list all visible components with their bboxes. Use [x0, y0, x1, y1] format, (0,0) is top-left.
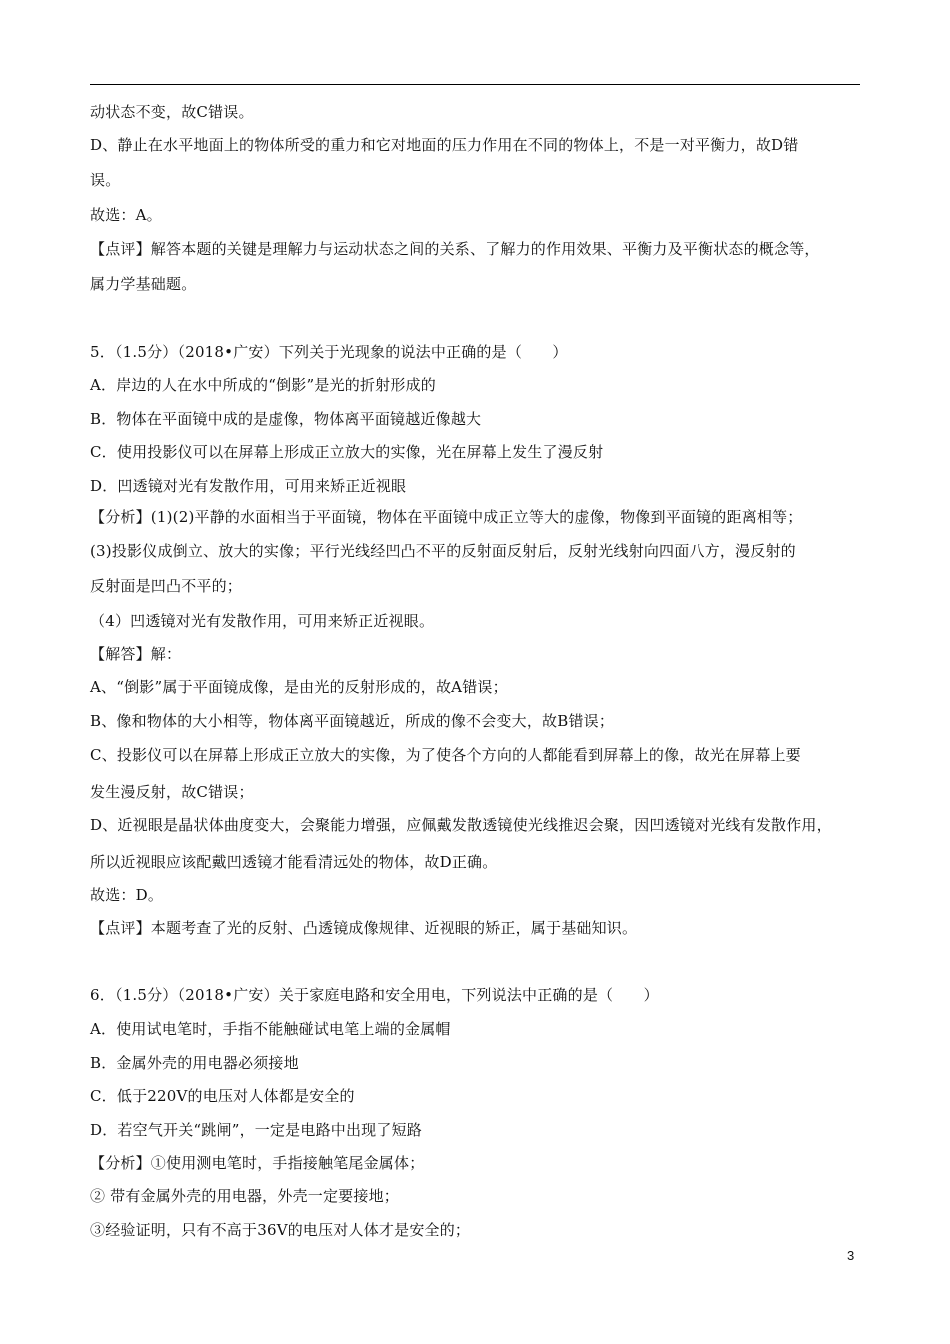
text-line: B、像和物体的大小相等，物体离平面镜越近，所成的像不会变大，故B错误； [90, 712, 615, 730]
analysis-heading: 【分析】(1)(2)平静的水面相当于平面镜，物体在平面镜中成正立等大的虚像，物像到平面镜的距离相等； [90, 508, 803, 526]
option-d: D．凹透镜对光有发散作用，可用来矫正近视眼 [90, 477, 407, 495]
text-line: (3)投影仪成倒立、放大的实像；平行光线经凹凸不平的反射面反射后，反射光线射向四面八方，漫反射的 [90, 542, 796, 560]
text-line: ③经验证明，只有不高于36V的电压对人体才是安全的； [90, 1221, 471, 1239]
option-a: A．使用试电笔时，手指不能触碰试电笔上端的金属帽 [90, 1020, 451, 1038]
answer-heading: 【解答】解： [90, 645, 182, 663]
analysis-heading: 【分析】①使用测电笔时，手指接触笔尾金属体； [90, 1154, 425, 1172]
option-c: C．低于220V的电压对人体都是安全的 [90, 1087, 355, 1105]
text-line: D、近视眼是晶状体曲度变大，会聚能力增强，应佩戴发散透镜使光线推迟会聚，因凹透镜对光线有发散作用， [90, 816, 832, 834]
text-line: 【点评】解答本题的关键是理解力与运动状态之间的关系、了解力的作用效果、平衡力及平衡状态的概念等， [90, 240, 820, 258]
option-c: C．使用投影仪可以在屏幕上形成正立放大的实像，光在屏幕上发生了漫反射 [90, 443, 604, 461]
text-line: 发生漫反射，故C错误； [90, 783, 254, 801]
comment-line: 【点评】本题考查了光的反射、凸透镜成像规律、近视眼的矫正，属于基础知识。 [90, 919, 638, 937]
text-line: 误。 [90, 171, 121, 189]
page-number: 3 [847, 1248, 855, 1263]
text-line: 反射面是凹凸不平的； [90, 577, 243, 595]
option-d: D．若空气开关“跳闸”，一定是电路中出现了短路 [90, 1121, 422, 1139]
option-b: B．金属外壳的用电器必须接地 [90, 1054, 299, 1072]
text-line: 属力学基础题。 [90, 275, 197, 293]
text-line: ② 带有金属外壳的用电器，外壳一定要接地； [90, 1187, 399, 1205]
text-line: 动状态不变，故C错误。 [90, 103, 254, 121]
header-rule [90, 84, 860, 85]
text-line: A、“倒影”属于平面镜成像，是由光的反射形成的，故A错误； [90, 678, 508, 696]
text-line: C、投影仪可以在屏幕上形成正立放大的实像，为了使各个方向的人都能看到屏幕上的像，故光在屏幕上要 [90, 746, 801, 764]
text-line: （4）凹透镜对光有发散作用，可用来矫正近视眼。 [90, 612, 435, 630]
text-line: 故选：D。 [90, 886, 164, 904]
text-line: 所以近视眼应该配戴凹透镜才能看清远处的物体，故D正确。 [90, 853, 498, 871]
option-a: A．岸边的人在水中所成的“倒影”是光的折射形成的 [90, 376, 436, 394]
option-b: B．物体在平面镜中成的是虚像，物体离平面镜越近像越大 [90, 410, 482, 428]
text-line: D、静止在水平地面上的物体所受的重力和它对地面的压力作用在不同的物体上，不是一对平衡力，故D错 [90, 136, 799, 154]
question-stem: 5．（1.5分）（2018•广安）下列关于光现象的说法中正确的是（ ） [90, 343, 568, 361]
text-line: 故选：A。 [90, 206, 162, 224]
question-stem: 6．（1.5分）（2018•广安）关于家庭电路和安全用电，下列说法中正确的是（ ） [90, 986, 659, 1004]
